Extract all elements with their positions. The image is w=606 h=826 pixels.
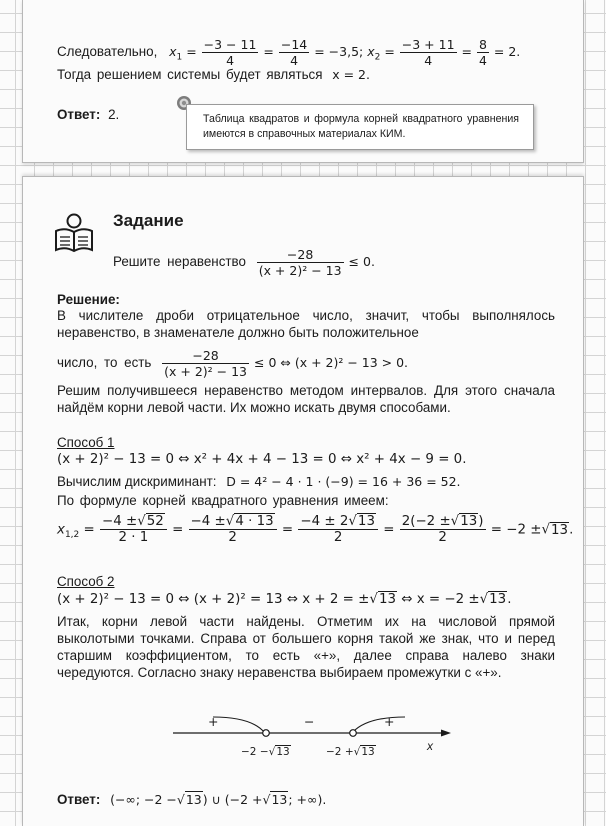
discriminant-line: Вычислим дискриминант: D = 4² − 4 · 1 · (−9) = 16 + 36 = 52. [57,474,461,489]
solution-label: Решение: [57,292,120,307]
left-interval-arc [213,717,264,732]
x1-formula: $x_1$ = $\frac{-3 - 11}{4}$ = $\frac{-14}{4}$ = −3,5; [169,37,364,68]
conclusion-line: Тогда решением системы будет являться x = 2. [57,67,370,82]
answer-line [57,106,119,123]
reader-book-icon [53,213,95,253]
left-root-label: −2 −√13 [241,746,290,758]
sign-right: + [384,714,395,729]
x2-formula: $x_2$ = $\frac{-3 + 11}{4}$ = $\frac{8}{4}$ = 2. [367,37,521,68]
intro-label: Следовательно, [57,44,158,59]
left-root-point [263,730,270,737]
answer-value: 2. [108,107,120,122]
axis-arrow [441,730,451,737]
task-card [22,176,584,826]
axis-label: x [427,739,433,753]
roots-result-line [57,37,520,68]
right-root-point [350,730,357,737]
solution-paragraph-2: Решим получившееся неравенство методом интервалов. Для этого сначала найдём корни левой части. Их можно искать двумя способами. [57,383,555,415]
final-answer [57,791,326,808]
final-answer-value: (−∞; −2 −√13) ∪ (−2 +√13; +∞). [110,792,327,807]
reference-note: Таблица квадратов и формула корней квадратного уравнения имеются в справочных материалах КИМ. [186,104,534,150]
right-interval-arc [353,717,405,732]
sign-left: + [208,714,219,729]
formula-intro: По формуле корней квадратного уравнения имеем: [57,493,389,508]
task-heading: Задание [113,211,184,230]
task-statement: Решите неравенство $\frac{-28}{\text{(x + 2)² − 13}}$ ≤ 0. [113,247,375,278]
final-answer-label: Ответ: [57,792,101,807]
method-2-label: Способ 2 [57,574,115,589]
answer-label: Ответ: [57,107,101,122]
solution-paragraph-3: Итак, корни левой части найдены. Отметим их на числовой прямой выколотыми точками. Справа от большего корня такой же знак, что и перед старшим коэффициентом, то есть «+», далее справа налево знаки чередуются. Согласно знаку неравенства выбираем промежутки с «+». [57,614,555,680]
method-1-equation: (x + 2)² − 13 = 0 ⇔ x² + 4x + 4 − 13 = 0 ⇔ x² + 4x − 9 = 0. [57,452,467,467]
solution-paragraph-1: В числителе дроби отрицательное число, значит, чтобы выполнялось неравенство, в знаменателе должно быть положительное [57,308,555,340]
solution-paragraph-1-math: число, то есть $\frac{-28}{\text{(x + 2)² − 13}}$ ≤ 0 ⇔ (x + 2)² − 13 > 0. [57,348,409,379]
roots-formula: $x_{1,2}$ = $\frac{-4 \pm√52}{2 \cdot 1}$ = $\frac{-4 \pm√4 \cdot 13}{2}$ = $\frac{-4 \pm 2√13}{2}$ = $\frac{2(-2 \pm√13)}{2}$ = −2 ±√13. [57,514,574,545]
method-2-equation: (x + 2)² − 13 = 0 ⇔ (x + 2)² = 13 ⇔ x + 2 = ±√13 ⇔ x = −2 ±√13. [57,592,512,607]
sign-middle: − [304,714,315,729]
right-root-label: −2 +√13 [326,746,375,758]
method-1-label: Способ 1 [57,435,115,450]
